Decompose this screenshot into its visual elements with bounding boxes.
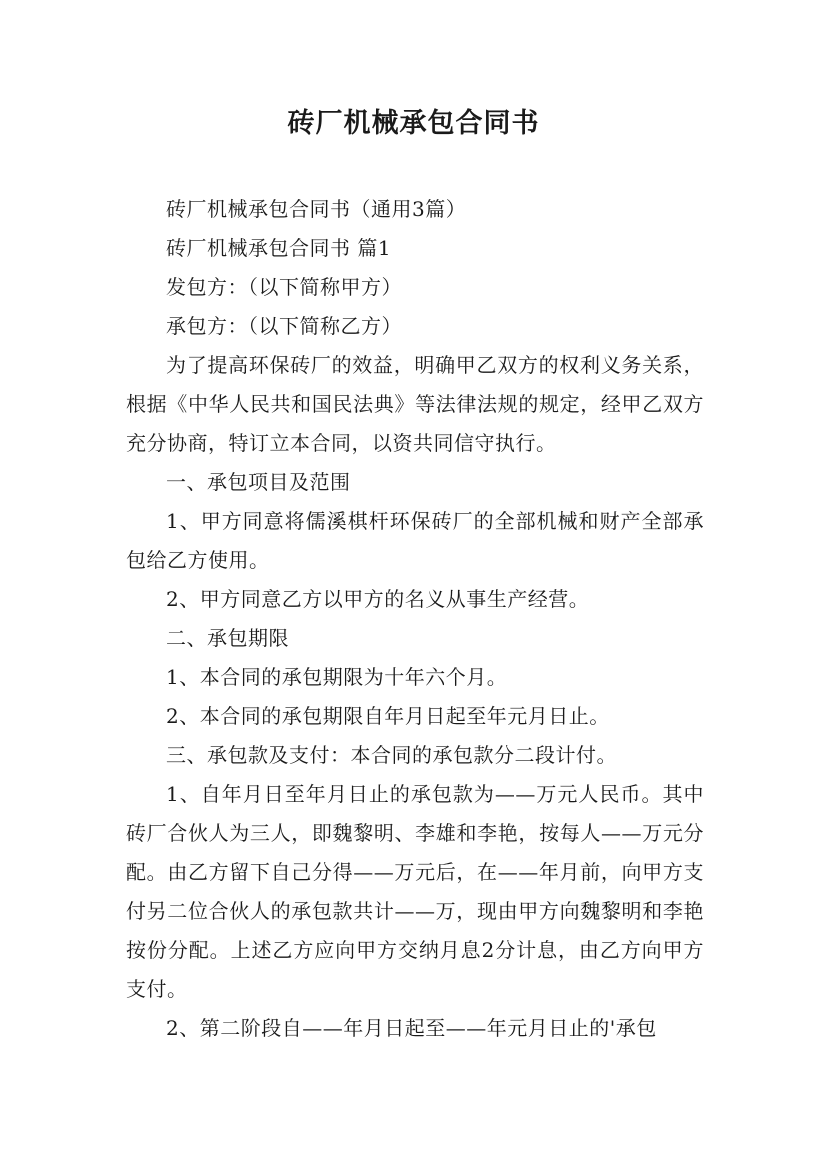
- clause-paragraph: 1、自年月日至年月日止的承包款为——万元人民币。其中砖厂合伙人为三人，即魏黎明、李雄和李艳，按每人——万元分配。由乙方留下自己分得——万元后，在——年月前，向甲方支付另二位合伙人的承包款共计——万，现由甲方向魏黎明和李艳按份分配。上述乙方应向甲方交纳月息2分计息，由乙方向甲方支付。: [126, 782, 704, 1001]
- clause-paragraph: 1、甲方同意将儒溪棋杆环保砖厂的全部机械和财产全部承包给乙方使用。: [126, 509, 704, 572]
- document-title: 砖厂机械承包合同书: [287, 108, 540, 139]
- subtitle-paragraph: 砖厂机械承包合同书（通用3篇）: [166, 197, 467, 221]
- party-b-line: 承包方：（以下简称乙方）: [166, 314, 402, 338]
- party-a-line: 发包方：（以下简称甲方）: [166, 275, 402, 299]
- clause-paragraph: 2、甲方同意乙方以甲方的名义从事生产经营。: [166, 587, 590, 611]
- clause-heading-term: 二、承包期限: [166, 626, 289, 650]
- clause-paragraph: 1、本合同的承包期限为十年六个月。: [166, 665, 508, 689]
- section-heading-part1: 砖厂机械承包合同书 篇1: [166, 236, 392, 260]
- preamble-paragraph: 为了提高环保砖厂的效益，明确甲乙双方的权利义务关系，根据《中华人民共和国民法典》等法律法规的规定，经甲乙双方充分协商，特订立本合同，以资共同信守执行。: [126, 353, 704, 455]
- clause-heading-payment: 三、承包款及支付：本合同的承包款分二段计付。: [166, 743, 617, 767]
- document-body: [126, 190, 704, 1048]
- clause-heading-scope: 一、承包项目及范围: [166, 470, 351, 494]
- clause-paragraph: 2、第二阶段自——年月日起至——年元月日止的'承包: [166, 1016, 657, 1040]
- clause-paragraph: 2、本合同的承包期限自年月日起至年元月日止。: [166, 704, 610, 728]
